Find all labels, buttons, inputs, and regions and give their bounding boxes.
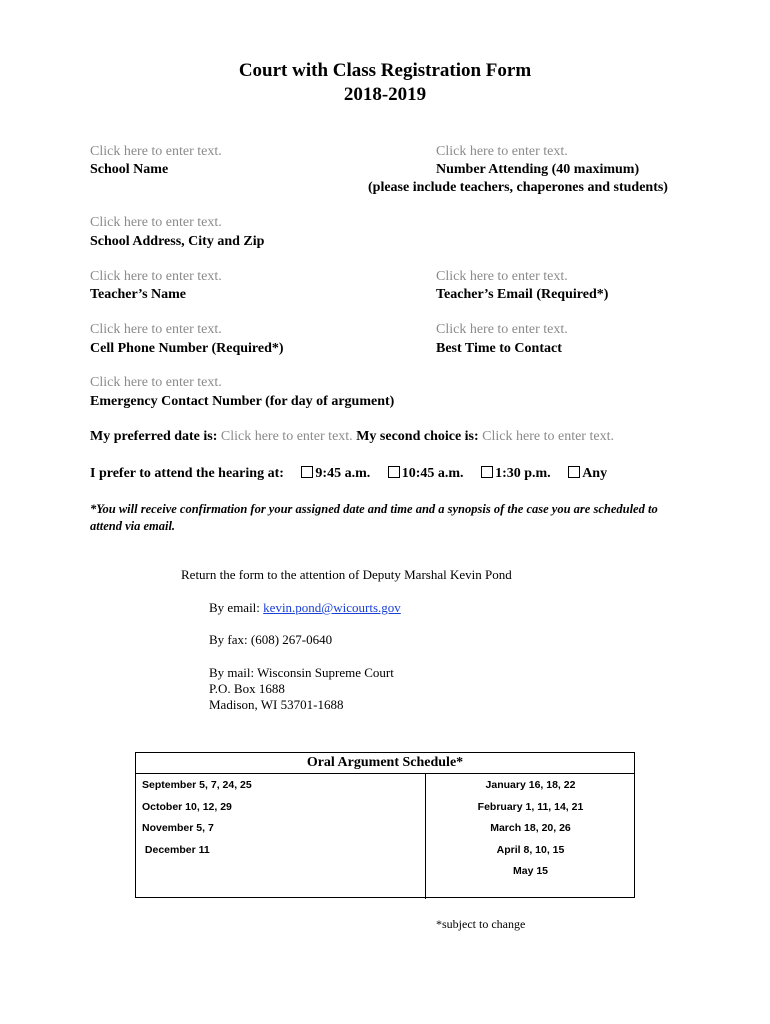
schedule-left-item: December 11 — [142, 843, 210, 856]
option-130-label: 1:30 p.m. — [495, 466, 551, 481]
teacher-email-input[interactable]: Click here to enter text. — [436, 269, 568, 284]
number-attending-note: (please include teachers, chaperones and students) — [368, 180, 668, 195]
hearing-time-row — [90, 465, 607, 482]
second-choice-input[interactable]: Click here to enter text. — [482, 429, 614, 444]
email-label: By email: — [209, 600, 260, 615]
date-preference-row — [90, 428, 614, 445]
schedule-body — [136, 774, 634, 899]
mail-line-2: P.O. Box 1688 — [209, 681, 285, 696]
option-any-label: Any — [582, 466, 608, 481]
teacher-email-label: Teacher’s Email (Required*) — [436, 287, 609, 302]
best-time-label: Best Time to Contact — [436, 341, 562, 356]
emergency-contact-input[interactable]: Click here to enter text. — [90, 375, 222, 390]
teacher-name-label: Teacher’s Name — [90, 287, 187, 302]
cell-phone-label: Cell Phone Number (Required*) — [90, 341, 284, 356]
school-address-label: School Address, City and Zip — [90, 234, 265, 249]
teacher-name-input[interactable]: Click here to enter text. — [90, 269, 222, 284]
number-attending-label: Number Attending (40 maximum) — [436, 162, 640, 177]
oral-argument-schedule-table — [135, 752, 635, 898]
checkbox-1045[interactable] — [388, 466, 400, 478]
email-link[interactable]: kevin.pond@wicourts.gov — [263, 600, 401, 615]
form-year: 2018-2019 — [343, 84, 427, 105]
schedule-left-item: September 5, 7, 24, 25 — [142, 779, 252, 791]
checkbox-any[interactable] — [568, 466, 580, 478]
schedule-left-item: November 5, 7 — [142, 822, 214, 834]
schedule-right-column — [426, 778, 635, 886]
preferred-date-input[interactable]: Click here to enter text. — [220, 429, 353, 444]
option-945-label: 9:45 a.m. — [315, 466, 371, 481]
preferred-date-label: My preferred date is: — [90, 429, 218, 444]
emergency-contact-label: Emergency Contact Number (for day of argument) — [90, 394, 395, 409]
form-title: Court with Class Registration Form — [238, 60, 532, 81]
school-name-label: School Name — [90, 162, 169, 177]
schedule-right-item: March 18, 20, 26 — [490, 822, 571, 834]
return-intro: Return the form to the attention of Deputy Marshal Kevin Pond — [181, 567, 512, 582]
cell-phone-input[interactable]: Click here to enter text. — [90, 322, 222, 337]
schedule-right-item: May 15 — [512, 865, 549, 877]
schedule-right-item: January 16, 18, 22 — [485, 779, 576, 791]
hearing-time-label: I prefer to attend the hearing at: — [90, 466, 284, 481]
fax-line: By fax: (608) 267-0640 — [209, 632, 333, 647]
confirmation-note: *You will receive confirmation for your assigned date and time and a synopsis of the case you are scheduled to attend via email. — [90, 502, 658, 533]
number-attending-input[interactable]: Click here to enter text. — [436, 144, 568, 159]
email-line — [209, 600, 401, 617]
schedule-right-item: April 8, 10, 15 — [496, 843, 565, 856]
mail-line-3: Madison, WI 53701-1688 — [209, 697, 344, 712]
mail-line-1: By mail: Wisconsin Supreme Court — [209, 665, 394, 680]
school-name-input[interactable]: Click here to enter text. — [90, 144, 222, 159]
best-time-input[interactable]: Click here to enter text. — [436, 322, 568, 337]
schedule-left-column — [142, 778, 252, 864]
second-choice-label: My second choice is: — [356, 429, 479, 444]
schedule-title: Oral Argument Schedule* — [136, 753, 634, 774]
option-1045-label: 10:45 a.m. — [401, 466, 464, 481]
checkbox-945[interactable] — [301, 466, 313, 478]
school-address-input[interactable]: Click here to enter text. — [90, 215, 222, 230]
footnote: *subject to change — [436, 917, 526, 931]
schedule-right-item: February 1, 11, 14, 21 — [477, 800, 584, 813]
schedule-left-item: October 10, 12, 29 — [142, 800, 232, 813]
checkbox-130[interactable] — [481, 466, 493, 478]
